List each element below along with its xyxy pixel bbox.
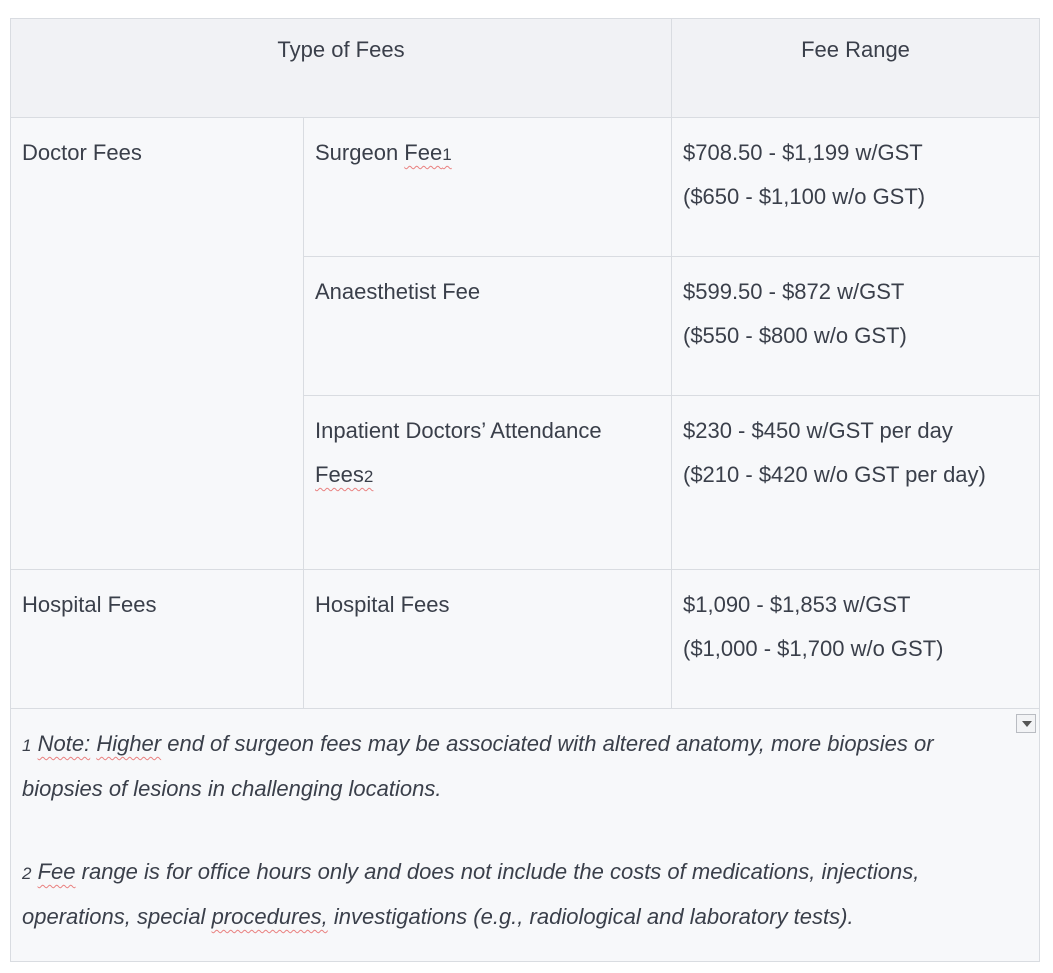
- footnote-marked-word: Fee: [37, 859, 76, 884]
- range-without-gst: ($1,000 - $1,700 w/o GST): [683, 636, 944, 661]
- category-doctor-fees: [10, 117, 304, 570]
- footnote-number: 1: [22, 736, 32, 755]
- header-fee-range: [671, 18, 1040, 118]
- fee-item-label: Inpatient Doctors’ Attendance: [315, 418, 602, 443]
- range-with-gst: $708.50 - $1,199 w/GST: [683, 140, 923, 165]
- chevron-down-icon[interactable]: [1016, 714, 1036, 733]
- header-type-of-fees-label: Type of Fees: [277, 37, 405, 62]
- range-with-gst: $599.50 - $872 w/GST: [683, 279, 905, 304]
- fee-item-label: Hospital Fees: [315, 592, 450, 617]
- range-without-gst: ($650 - $1,100 w/o GST): [683, 184, 926, 209]
- footnote-2: [22, 850, 1028, 938]
- footnote-text: operations, special: [22, 904, 212, 929]
- footnote-text: biopsies of lesions in challenging locations.: [22, 776, 442, 801]
- fee-range-anaesthetist: [671, 256, 1040, 396]
- fee-item-label: Surgeon: [315, 140, 405, 165]
- footnote-ref-2: 2: [363, 467, 374, 486]
- footnote-number: 2: [22, 864, 32, 883]
- fee-range-surgeon: [671, 117, 1040, 257]
- fees-table: [10, 18, 1040, 962]
- footnotes: [10, 708, 1040, 962]
- fee-range-inpatient-attendance: [671, 395, 1040, 570]
- range-with-gst: $230 - $450 w/GST per day: [683, 418, 953, 443]
- header-type-of-fees: [10, 18, 672, 118]
- footnote-text: range is for office hours only and does not include the costs of medications, injections,: [75, 859, 920, 884]
- footnote-1: [22, 722, 1028, 810]
- category-hospital-fees: [10, 569, 304, 709]
- footnote-text: investigations (e.g., radiological and laboratory tests).: [327, 904, 854, 929]
- fee-item-marked-word: Fees2: [315, 462, 374, 487]
- fee-item-marked-word: Fee1: [404, 140, 452, 165]
- fee-item-surgeon: [303, 117, 672, 257]
- range-with-gst: $1,090 - $1,853 w/GST: [683, 592, 911, 617]
- fee-item-inpatient-attendance: [303, 395, 672, 570]
- category-label: Hospital Fees: [22, 592, 157, 617]
- range-without-gst: ($550 - $800 w/o GST): [683, 323, 907, 348]
- range-without-gst: ($210 - $420 w/o GST per day): [683, 462, 986, 487]
- fee-item-anaesthetist: [303, 256, 672, 396]
- fee-item-hospital: [303, 569, 672, 709]
- header-fee-range-label: Fee Range: [801, 37, 910, 62]
- fee-item-label: Anaesthetist Fee: [315, 279, 481, 304]
- category-label: Doctor Fees: [22, 140, 142, 165]
- footnote-marked-word: Note:: [37, 731, 91, 756]
- footnote-ref-1: 1: [442, 145, 452, 164]
- footnote-text: end of surgeon fees may be associated with altered anatomy, more biopsies or: [161, 731, 934, 756]
- footnote-marked-word: Higher: [96, 731, 162, 756]
- fee-range-hospital: [671, 569, 1040, 709]
- footnote-marked-word: procedures,: [211, 904, 328, 929]
